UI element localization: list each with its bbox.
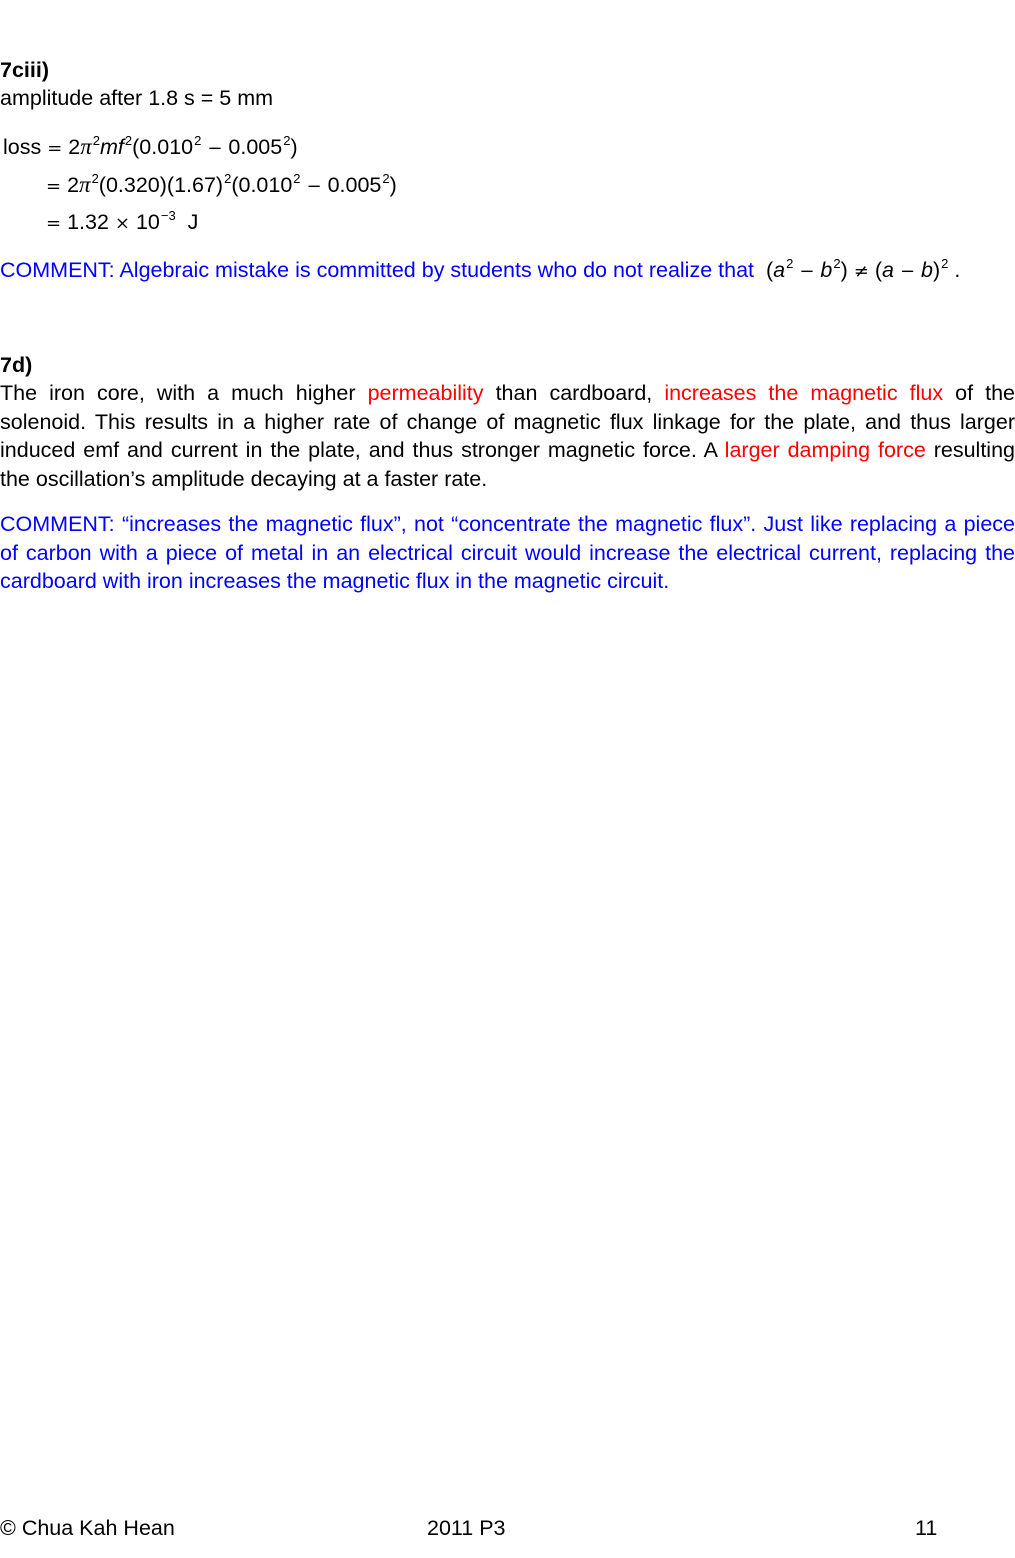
comment-7ciii-text: COMMENT: Algebraic mistake is committed by students who do not realize that [0, 258, 755, 282]
loss-label: loss [3, 135, 42, 159]
heading-7ciii: 7ciii) [0, 58, 49, 82]
inequality-formula: $(a^2 - b^2) \ne (a - b)^2$ . [760, 256, 961, 282]
comment-7d: COMMENT: “increases the magnetic flux”, not “concentrate the magnetic flux”. Just like replacing a piece of carbon with a piece of metal in an electrical circuit would increase the electrical current, replacing the cardboard with iron increases the magnetic flux in the magnetic circuit. [0, 512, 1015, 593]
comment-7ciii [0, 257, 960, 286]
equation-line-1: loss = $2\pi^2mf^2(0.010^2 - 0.005^2)$ [3, 133, 298, 159]
highlight-permeability: permeability [367, 381, 484, 405]
footer-paper: 2011 P3 [427, 1516, 506, 1540]
para-text-2: than cardboard, [495, 381, 653, 405]
amplitude-line: amplitude after 1.8 s = 5 mm [0, 86, 274, 110]
footer-page-number: 11 [915, 1516, 938, 1540]
para-text-4: resulting the oscillation’s amplitude decaying at a faster rate. [0, 438, 1015, 491]
paragraph-7d [0, 379, 1015, 493]
highlight-increases-flux: increases the magnetic flux [664, 381, 944, 405]
heading-7d: 7d) [0, 353, 33, 377]
equation-line-3: = $1.32 \times 10^{-3}$ J [46, 208, 199, 234]
para-text-3: of the solenoid. This results in a higher rate of change of magnetic flux linkage for the plate, and thus larger induced emf and current in the plate, and thus stronger magnetic force. A [0, 381, 1015, 462]
footer-author: © Chua Kah Hean [0, 1516, 175, 1540]
highlight-damping-force: larger damping force [724, 438, 926, 462]
equation-line-2: = $2\pi^2(0.320)(1.67)^2(0.010^2 - 0.005^2)$ [46, 171, 397, 197]
para-text-1: The iron core, with a much higher [0, 381, 356, 405]
